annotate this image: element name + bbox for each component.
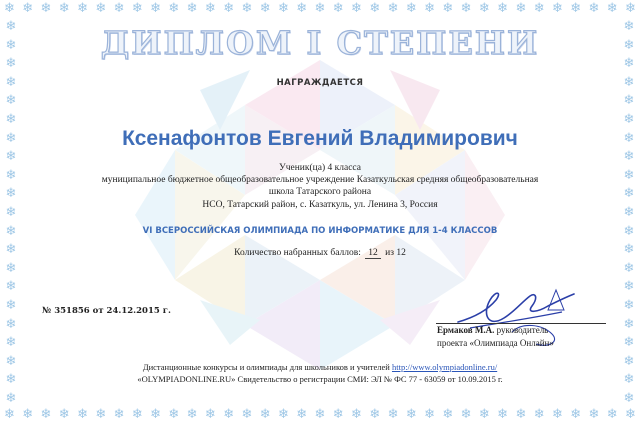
border-left xyxy=(2,18,20,408)
diploma-number: № 351856 от 24.12.2015 г. xyxy=(42,306,171,316)
snowflake-icon: ❄ xyxy=(623,167,635,183)
snowflake-icon: ❄ xyxy=(623,372,635,388)
snowflake-icon: ❄ xyxy=(95,407,107,422)
snowflake-icon: ❄ xyxy=(570,1,582,16)
snowflake-icon: ❄ xyxy=(588,1,600,16)
snowflake-icon: ❄ xyxy=(606,1,618,16)
snowflake-icon: ❄ xyxy=(424,407,436,422)
snowflake-icon: ❄ xyxy=(623,390,635,406)
snowflake-icon: ❄ xyxy=(5,279,17,295)
snowflake-icon: ❄ xyxy=(5,260,17,276)
signature-line xyxy=(436,323,606,324)
snowflake-icon: ❄ xyxy=(442,407,454,422)
school-address: НСО, Татарский район, с. Казаткуль, ул. Ленина 3, Россия xyxy=(202,200,438,210)
footer-text: Дистанционные конкурсы и олимпиады для школьников и учителей xyxy=(142,362,390,372)
snowflake-icon: ❄ xyxy=(623,186,635,202)
snowflake-icon: ❄ xyxy=(296,1,308,16)
snowflake-icon: ❄ xyxy=(5,56,17,72)
snowflake-icon: ❄ xyxy=(623,223,635,239)
snowflake-icon: ❄ xyxy=(5,204,17,220)
snowflake-icon: ❄ xyxy=(623,353,635,369)
snowflake-icon: ❄ xyxy=(241,1,253,16)
snowflake-icon: ❄ xyxy=(223,1,235,16)
snowflake-icon: ❄ xyxy=(223,407,235,422)
snowflake-icon: ❄ xyxy=(405,407,417,422)
snowflake-icon: ❄ xyxy=(625,1,636,16)
border-right xyxy=(620,18,638,408)
snowflake-icon: ❄ xyxy=(623,111,635,127)
snowflake-icon: ❄ xyxy=(150,407,162,422)
score-value: 12 xyxy=(365,248,381,259)
snowflake-icon: ❄ xyxy=(186,1,198,16)
snowflake-icon: ❄ xyxy=(186,407,198,422)
snowflake-icon: ❄ xyxy=(497,1,509,16)
score-line xyxy=(0,248,640,259)
snowflake-icon: ❄ xyxy=(623,260,635,276)
snowflake-icon: ❄ xyxy=(387,407,399,422)
snowflake-icon: ❄ xyxy=(314,407,326,422)
snowflake-icon: ❄ xyxy=(204,1,216,16)
snowflake-icon: ❄ xyxy=(623,37,635,53)
snowflake-icon: ❄ xyxy=(22,407,34,422)
footer-line-1 xyxy=(0,362,640,372)
snowflake-icon: ❄ xyxy=(5,390,17,406)
snowflake-icon: ❄ xyxy=(515,1,527,16)
snowflake-icon: ❄ xyxy=(551,1,563,16)
snowflake-icon: ❄ xyxy=(332,1,344,16)
awarded-label: НАГРАЖДАЕТСЯ xyxy=(276,78,364,88)
snowflake-icon: ❄ xyxy=(259,407,271,422)
snowflake-icon: ❄ xyxy=(570,407,582,422)
snowflake-icon: ❄ xyxy=(58,1,70,16)
snowflake-icon: ❄ xyxy=(387,1,399,16)
signer-project: проекта «Олимпиада Онлайн» xyxy=(437,338,554,348)
snowflake-icon: ❄ xyxy=(4,1,15,16)
recipient-name: Ксенафонтов Евгений Владимирович xyxy=(122,127,518,150)
snowflake-icon: ❄ xyxy=(113,1,125,16)
snowflake-icon: ❄ xyxy=(150,1,162,16)
snowflake-icon: ❄ xyxy=(533,407,545,422)
snowflake-icon: ❄ xyxy=(5,130,17,146)
signer-name: Ермаков М.А. xyxy=(437,325,495,335)
snowflake-icon: ❄ xyxy=(5,372,17,388)
snowflake-icon: ❄ xyxy=(204,407,216,422)
snowflake-icon: ❄ xyxy=(623,242,635,258)
snowflake-icon: ❄ xyxy=(442,1,454,16)
snowflake-icon: ❄ xyxy=(113,407,125,422)
snowflake-icon: ❄ xyxy=(22,1,34,16)
snowflake-icon: ❄ xyxy=(369,1,381,16)
snowflake-icon: ❄ xyxy=(625,407,636,422)
snowflake-icon: ❄ xyxy=(460,1,472,16)
snowflake-icon: ❄ xyxy=(168,1,180,16)
snowflake-icon: ❄ xyxy=(77,1,88,16)
footer-line-2: «OLYMPIADONLINE.RU» Свидетельство о регистрации СМИ: ЭЛ № ФС 77 - 63059 от 10.09.2015 г. xyxy=(137,374,503,384)
snowflake-icon: ❄ xyxy=(623,19,635,34)
snowflake-icon: ❄ xyxy=(623,130,635,146)
snowflake-icon: ❄ xyxy=(606,407,618,422)
snowflake-icon: ❄ xyxy=(623,93,635,109)
snowflake-icon: ❄ xyxy=(623,297,635,313)
snowflake-icon: ❄ xyxy=(168,407,180,422)
snowflake-icon: ❄ xyxy=(296,407,308,422)
snowflake-icon: ❄ xyxy=(533,1,545,16)
snowflake-icon: ❄ xyxy=(623,149,635,165)
snowflake-icon: ❄ xyxy=(40,1,52,16)
snowflake-icon: ❄ xyxy=(314,1,326,16)
snowflake-icon: ❄ xyxy=(277,407,289,422)
snowflake-icon: ❄ xyxy=(277,1,289,16)
border-bottom xyxy=(0,406,640,424)
snowflake-icon: ❄ xyxy=(515,407,527,422)
snowflake-icon: ❄ xyxy=(131,1,143,16)
snowflake-icon: ❄ xyxy=(5,149,17,165)
snowflake-icon: ❄ xyxy=(5,242,17,258)
snowflake-icon: ❄ xyxy=(40,407,52,422)
signer xyxy=(437,325,548,335)
snowflake-icon: ❄ xyxy=(5,223,17,239)
snowflake-icon: ❄ xyxy=(5,167,17,183)
snowflake-icon: ❄ xyxy=(5,93,17,109)
snowflake-icon: ❄ xyxy=(5,74,17,90)
snowflake-icon: ❄ xyxy=(478,1,490,16)
snowflake-icon: ❄ xyxy=(460,407,472,422)
olympiad-title: VI ВСЕРОССИЙСКАЯ ОЛИМПИАДА ПО ИНФОРМАТИКЕ ДЛЯ 1-4 КЛАССОВ xyxy=(142,226,498,236)
snowflake-icon: ❄ xyxy=(5,335,17,351)
snowflake-icon: ❄ xyxy=(623,56,635,72)
snowflake-icon: ❄ xyxy=(478,407,490,422)
snowflake-icon: ❄ xyxy=(5,316,17,332)
snowflake-icon: ❄ xyxy=(131,407,143,422)
snowflake-icon: ❄ xyxy=(58,407,70,422)
border-top xyxy=(0,0,640,18)
snowflake-icon: ❄ xyxy=(95,1,107,16)
footer-link[interactable]: http://www.olympiadonline.ru/ xyxy=(391,362,498,372)
student-class: Ученик(ца) 4 класса xyxy=(279,163,361,173)
snowflake-icon: ❄ xyxy=(369,407,381,422)
snowflake-icon: ❄ xyxy=(588,407,600,422)
snowflake-icon: ❄ xyxy=(623,74,635,90)
school-line-2: школа Татарского района xyxy=(268,187,372,197)
snowflake-icon: ❄ xyxy=(405,1,417,16)
snowflake-icon: ❄ xyxy=(424,1,436,16)
diploma-title: ДИПЛОМ I СТЕПЕНИ xyxy=(100,24,540,62)
snowflake-icon: ❄ xyxy=(551,407,563,422)
signer-role: руководитель xyxy=(496,325,549,335)
school-line-1: муниципальное бюджетное общеобразовательное учреждение Казаткульская средняя общеобразовательная xyxy=(101,175,539,185)
snowflake-icon: ❄ xyxy=(623,279,635,295)
snowflake-icon: ❄ xyxy=(623,204,635,220)
snowflake-icon: ❄ xyxy=(5,111,17,127)
snowflake-icon: ❄ xyxy=(5,297,17,313)
score-label: Количество набранных баллов: xyxy=(234,248,361,258)
snowflake-icon: ❄ xyxy=(351,1,362,16)
score-max: из 12 xyxy=(385,248,406,258)
snowflake-icon: ❄ xyxy=(4,407,15,422)
snowflake-icon: ❄ xyxy=(259,1,271,16)
snowflake-icon: ❄ xyxy=(497,407,509,422)
snowflake-icon: ❄ xyxy=(351,407,362,422)
snowflake-icon: ❄ xyxy=(241,407,253,422)
snowflake-icon: ❄ xyxy=(5,353,17,369)
snowflake-icon: ❄ xyxy=(5,186,17,202)
snowflake-icon: ❄ xyxy=(332,407,344,422)
snowflake-icon: ❄ xyxy=(623,316,635,332)
snowflake-icon: ❄ xyxy=(5,37,17,53)
snowflake-icon: ❄ xyxy=(623,335,635,351)
snowflake-icon: ❄ xyxy=(77,407,88,422)
snowflake-icon: ❄ xyxy=(5,19,17,34)
